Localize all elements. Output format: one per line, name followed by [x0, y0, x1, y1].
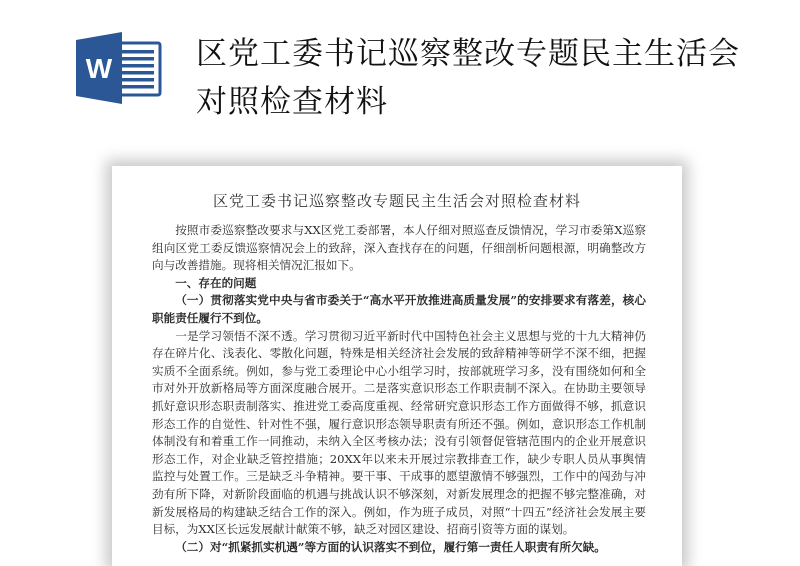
document-body	[152, 222, 646, 556]
microsoft-word-icon	[76, 32, 166, 104]
document-page[interactable]	[112, 166, 682, 566]
svg-text:W: W	[85, 53, 113, 84]
header-title: 区党工委书记巡察整改专题民主生活会对照检查材料	[196, 36, 740, 120]
document-header	[0, 0, 800, 150]
section-heading: 一、存在的问题	[175, 275, 257, 290]
intro-paragraph: 按照市委巡察整改要求与XX区党工委部署，本人仔细对照巡查反馈情况，学习市委第X巡察组向区党工委反馈巡察情况会上的致辞，深入查找存在的问题，仔细剖析问题根源，明确整改方向与改善措施。现将相关情况汇报如下。	[152, 223, 646, 273]
subsection-heading: （一）贯彻落实党中央与省市委关于“高水平开放推进高质量发展”的安排要求有落差，核心职能责任履行不到位。	[152, 293, 646, 325]
document-preview	[112, 166, 682, 566]
body-paragraph: 一是学习领悟不深不透。学习贯彻习近平新时代中国特色社会主义思想与党的十九大精神仍存在碎片化、浅表化、零散化问题，特殊是相关经济社会发展的致辞精神等研学不深不细，把握实质不全面系统。例如，参与党工委理论中心小组学习时，按部就班学习多，没有围绕如何和全市对外开放新格局等方面深度融合展开。二是落实意识形态工作职责制不深入。在协助主要领导抓好意识形态职责制落实、推进党工委高度重视、经常研究意识形态工作方面做得不够，抓意识形态工作的自觉性、针对性不强，履行意识形态领导职责有所还不强。例如，意识形态工作机制体制没有和着重工作一同推动，未纳入全区考核办法；没有引领督促管辖范围内的企业开展意识形态工作，对企业缺乏管控措施；20XX年以来未开展过宗教排查工作，缺少专职人员从事舆情监控与处置工作。三是缺乏斗争精神。要干事、干成事的愿望激情不够强烈，工作中的闯劲与冲劲有所下降，对新阶段面临的机遇与挑战认识不够深刻，对新发展理念的把握不够完整准确，对新发展格局的构建缺乏结合工作的深入。例如，作为班子成员，对照“十四五”经济社会发展主要目标，为XX区长远发展献计献策不够，缺乏对园区建设、招商引资等方面的谋划。	[152, 328, 646, 537]
document-title: 区党工委书记巡察整改专题民主生活会对照检查材料	[212, 192, 581, 210]
subsection-heading: （二）对“抓紧抓实机遇”等方面的认识落实不到位，履行第一责任人职责有所欠缺。	[175, 539, 606, 554]
